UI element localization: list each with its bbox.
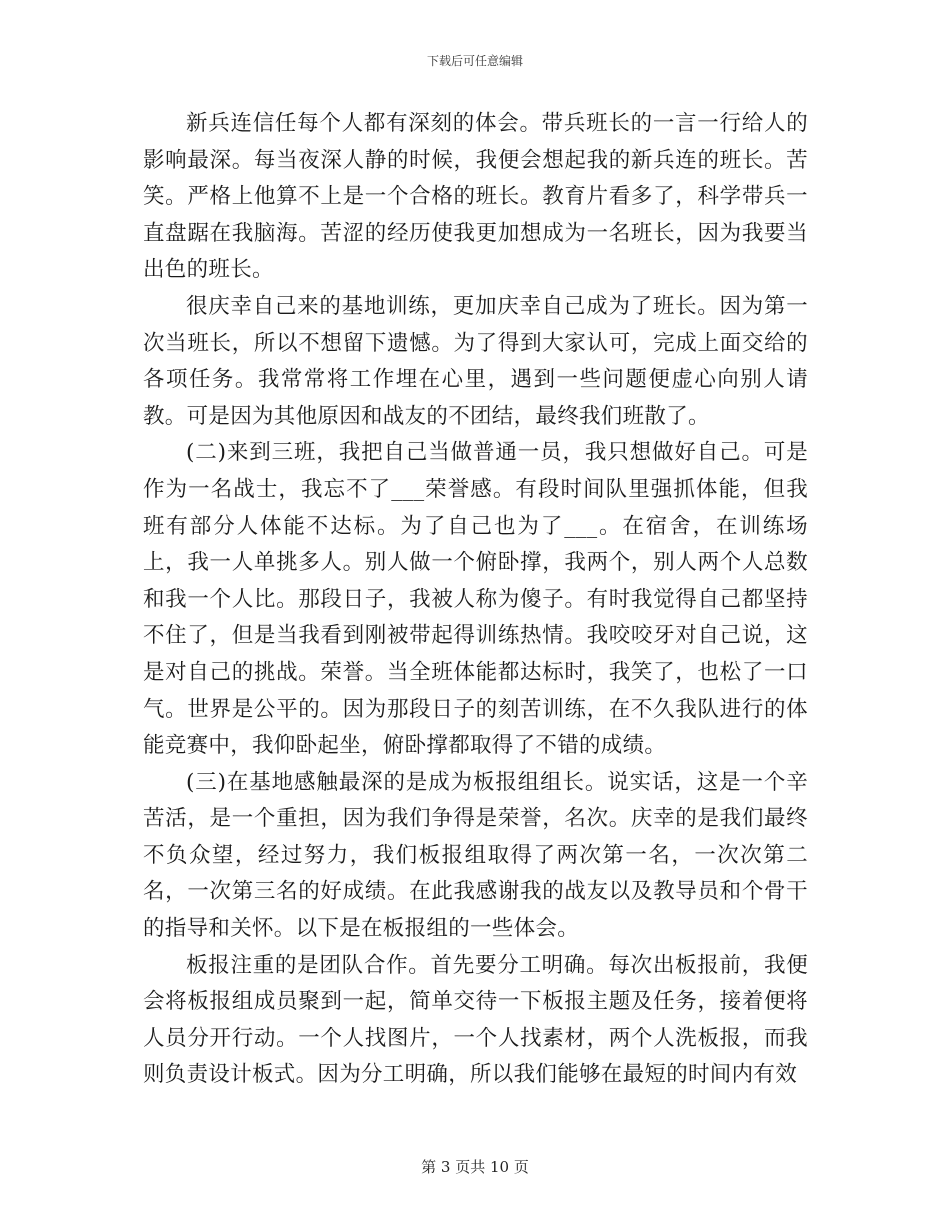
paragraph-5: 板报注重的是团队合作。首先要分工明确。每次出板报前，我便会将板报组成员聚到一起，简单交待一下板报主题及任务，接着便将人员分开行动。一个人找图片，一个人找素材，两个人洗板报，而我则负责设计板式。因为分工明确，所以我们能够在最短的时间内有效 <box>143 952 808 1088</box>
paragraph-4: (三)在基地感触最深的是成为板报组组长。说实话，这是一个辛苦活，是一个重担，因为我们争得是荣誉，名次。庆幸的是我们最终不负众望，经过努力，我们板报组取得了两次第一名，一次次第二名，一次第三名的好成绩。在此我感谢我的战友以及教导员和个骨干的指导和关怀。以下是在板报组的一些体会。 <box>143 769 808 942</box>
document-body <box>143 106 808 1094</box>
page-header-note: 下载后可任意编辑 <box>426 54 523 68</box>
paragraph-1: 新兵连信任每个人都有深刻的体会。带兵班长的一言一行给人的影响最深。每当夜深人静的时候，我便会想起我的新兵连的班长。苦笑。严格上他算不上是一个合格的班长。教育片看多了，科学带兵一直盘踞在我脑海。苦涩的经历使我更加想成为一名班长，因为我要当出色的班长。 <box>143 111 808 283</box>
page-number: 第 3 页共 10 页 <box>421 1158 529 1176</box>
paragraph-2: 很庆幸自己来的基地训练，更加庆幸自己成为了班长。因为第一次当班长，所以不想留下遗憾。为了得到大家认可，完成上面交给的各项任务。我常常将工作埋在心里，遇到一些问题便虚心向别人请教。可是因为其他原因和战友的不团结，最终我们班散了。 <box>143 293 808 429</box>
paragraph-3: (二)来到三班，我把自己当做普通一员，我只想做好自己。可是作为一名战士，我忘不了___荣誉感。有段时间队里强抓体能，但我班有部分人体能不达标。为了自己也为了___。在宿舍，在训练场上，我一人单挑多人。别人做一个俯卧撑，我两个，别人两个人总数和我一个人比。那段日子，我被人称为傻子。有时我觉得自己都坚持不住了，但是当我看到刚被带起得训练热情。我咬咬牙对自己说，这是对自己的挑战。荣誉。当全班体能都达标时，我笑了，也松了一口气。世界是公平的。因为那段日子的刻苦训练，在不久我队进行的体能竞赛中，我仰卧起坐，俯卧撑都取得了不错的成绩。 <box>143 440 808 759</box>
